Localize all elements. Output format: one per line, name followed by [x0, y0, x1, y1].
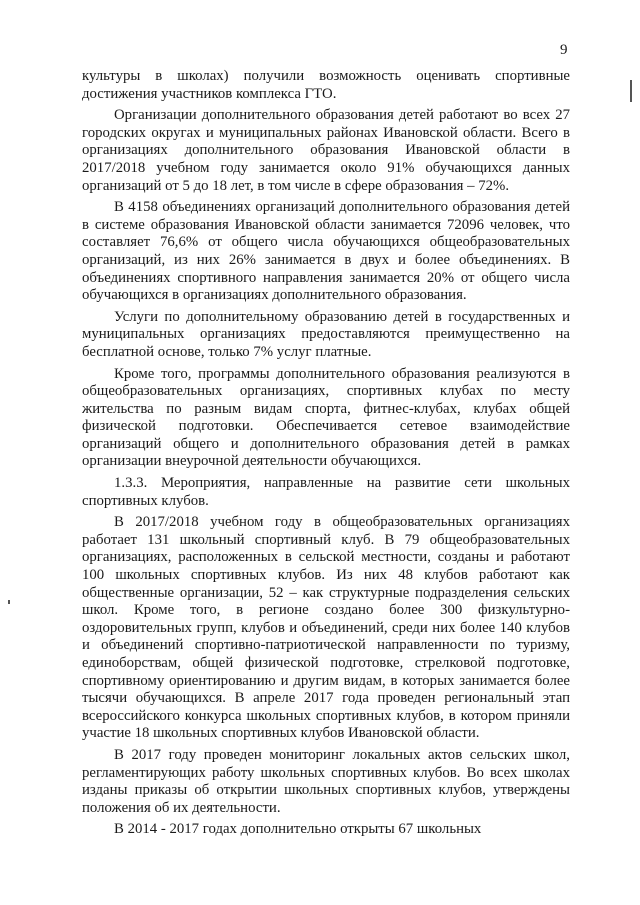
paragraph-programs: Кроме того, программы дополнительного образования реализуются в общеобразовательных организациях, спортивных клубах по месту жительства по разным видам спорта, фитнес-клубах, клубах общей физической подготовки. Обеспечивается сетевое взаимодействие организаций общего и дополнительного образования детей в рамках организации внеурочной деятельности обучающихся.: [82, 365, 570, 470]
scan-mark: [630, 80, 632, 102]
paragraph-continuation: культуры в школах) получили возможность оценивать спортивные достижения участников комплекса ГТО.: [82, 68, 570, 102]
paragraph-school-clubs: В 2017/2018 учебном году в общеобразовательных организациях работает 131 школьный спортивный клуб. В 79 общеобразовательных организациях, расположенных в сельской местности, созданы и работают 100 школьных спортивных клубов. Из них 48 клубов работают как общественные организации, 52 – как структурные подразделения сельских школ. Кроме того, в регионе создано более 300 физкультурно-оздоровительных групп, клубов и объединений, среди них более 140 клубов и объединений спортивно-патриотической направленности по туризму, единоборствам, общей физической подготовке, стрелковой подготовке, спортивному ориентированию и другим видам, в которых занимается более тысячи обучающихся. В апреле 2017 года проведен региональный этап всероссийского конкурса школьных спортивных клубов, в котором приняли участие 18 школьных спортивных клубов Ивановской области.: [82, 514, 570, 742]
paragraph-organizations: Организации дополнительного образования детей работают во всех 27 городских округах и муниципальных районах Ивановской области. Всего в организациях дополнительного образования Ивановской области в 2017/2018 учебном году занимается около 91% обучающихся данных организаций от 5 до 18 лет, в том числе в сфере образования – 72%.: [82, 107, 570, 194]
section-heading: 1.3.3. Мероприятия, направленные на развитие сети школьных спортивных клубов.: [82, 475, 570, 509]
document-body: [82, 68, 570, 843]
paragraph-associations: В 4158 объединениях организаций дополнительного образования детей в системе образования Ивановской области занимается 72096 человек, что составляет 76,6% от общего числа обучающихся общеобразовательных организаций, из них 26% занимается в двух и более объединениях. В объединениях спортивного направления занимается 20% от общего числа обучающихся в организациях дополнительного образования.: [82, 199, 570, 304]
page-number: 9: [560, 42, 568, 58]
paragraph-monitoring: В 2017 году проведен мониторинг локальных актов сельских школ, регламентирующих работу школьных спортивных клубов. Во всех школах изданы приказы об открытии школьных спортивных клубов, утверждены положения об их деятельности.: [82, 746, 570, 816]
scan-mark: [8, 600, 10, 604]
paragraph-services: Услуги по дополнительному образованию детей в государственных и муниципальных организациях предоставляются преимущественно на бесплатной основе, только 7% услуг платные.: [82, 308, 570, 360]
paragraph-trailing: В 2014 - 2017 годах дополнительно открыты 67 школьных: [114, 821, 482, 838]
